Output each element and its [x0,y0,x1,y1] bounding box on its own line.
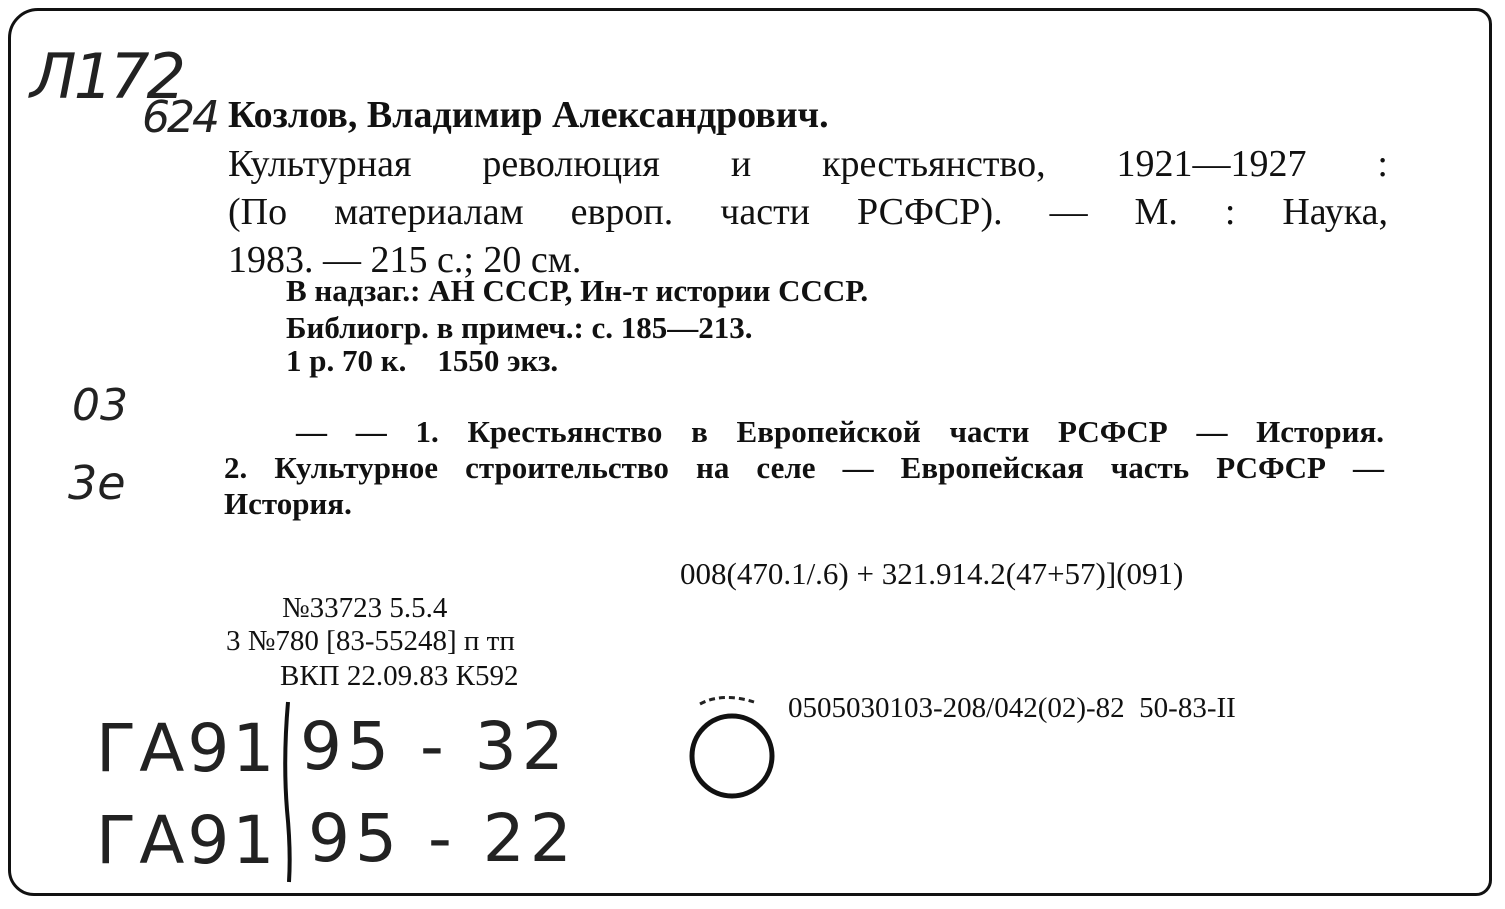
udc-classification: 008(470.1/.6) + 321.914.2(47+57)](091) [680,556,1184,591]
inventory-line-1: №33723 5.5.4 [282,592,448,624]
subject-line-3: История. [224,486,352,521]
bibliographic-description [228,140,1388,284]
inventory-line-2: 3 №780 [83-55248] п тп [226,625,515,657]
subject-line-1: — — 1. Крестьянство в Европейской части РСФСР — История. [296,414,1384,449]
handwritten-archive-number-2: 95 - 22 [308,800,577,877]
subject-headings [224,414,1384,522]
circle-stamp-mark [682,686,782,806]
note-header: В надзаг.: АН СССР, Ин-т истории СССР. [286,273,869,308]
description-line-1: Культурная революция и крестьянство, 1921—1927 : [228,143,1388,185]
note-price: 1 р. 70 к. 1550 экз. [286,343,559,378]
handwritten-archive-code-2: ГА91 [96,802,278,879]
handwritten-archive-number-1: 95 - 32 [300,708,569,785]
note-bibliography: Библиогр. в примеч.: с. 185—213. [286,310,753,345]
handwritten-shelf-mark: Л172 [30,40,183,113]
handwritten-dept-code-1: 03 [72,380,128,431]
author-heading: Козлов, Владимир Александрович. [228,94,829,136]
handwritten-archive-code-1: ГА91 [96,710,278,787]
handwritten-dept-code-2: 3е [68,456,126,510]
inventory-line-3: ВКП 22.09.83 К592 [280,660,519,692]
isbn-code: 0505030103-208/042(02)-82 50-83-II [788,692,1236,724]
subject-line-2: 2. Культурное строительство на селе — Европейская часть РСФСР — [224,450,1384,485]
handwritten-shelf-mark-sub: 624 [142,92,217,143]
description-line-2: (По материалам европ. части РСФСР). — М. : Наука, [228,191,1388,233]
description-line-3: 1983. — 215 с.; 20 см. [228,239,582,281]
handwritten-divider-line [280,700,300,885]
